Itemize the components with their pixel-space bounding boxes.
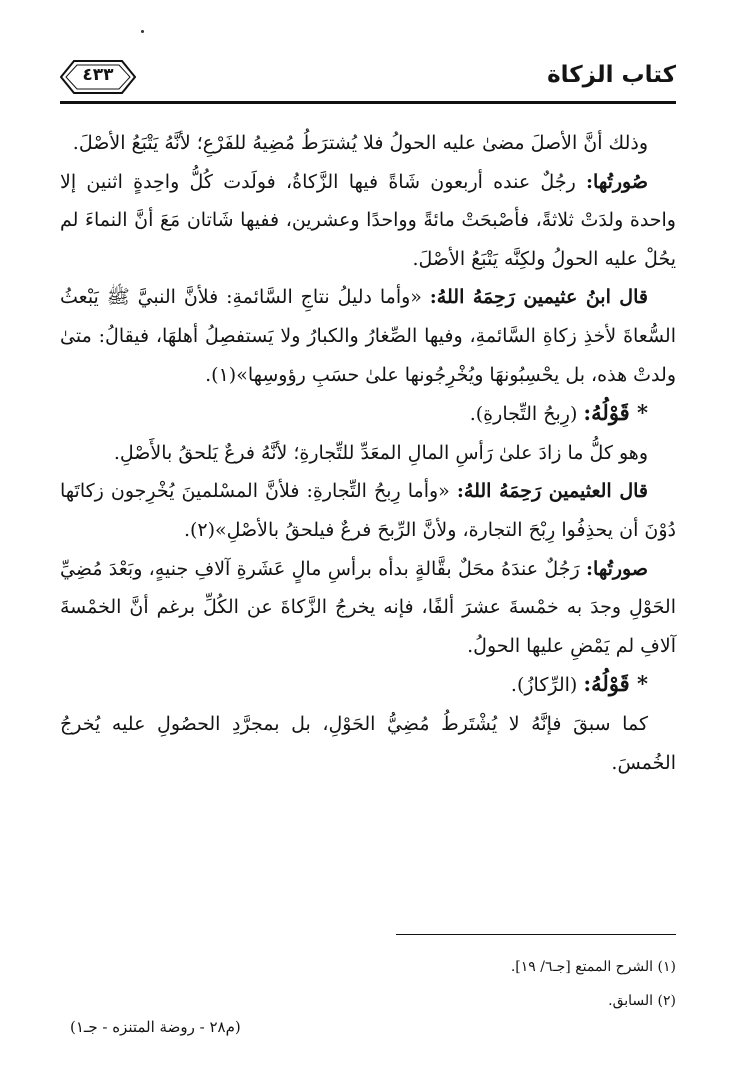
paragraph [60, 278, 676, 394]
page-number-badge [60, 60, 136, 94]
footnote-1: (١) الشرح الممتع [جـ٦/ ١٩]. [510, 959, 676, 975]
paragraph-text: (رِبحُ التِّجارةِ). [469, 403, 578, 426]
page-header [60, 58, 676, 98]
paragraph [60, 705, 676, 782]
paragraph-text: وذلك أنَّ الأصلَ مضىٰ عليه الحولُ فلا يُشترَطُ مُضِيهُ للفَرْعِ؛ لأنَّهُ يَتْبَعُ الأصْلَ. [72, 132, 648, 154]
paragraph-label: قال العثيمين رَحِمَهُ اللهُ: [456, 480, 649, 503]
page-number: ٤٣٣ [82, 65, 114, 85]
book-title: كتاب الزكاة [547, 62, 676, 88]
paragraph-text: «وأما دليلُ نتاجِ السَّائمةِ: فلأنَّ النبيَّ ﷺ يَبْعثُ السُّعاةَ لأخذِ زكاةِ السَّائمةِ، وفيها الصِّغارُ والكبارُ ولا يَستفصِلُ أهلهَا، فيقالُ: متىٰ ولدتْ هذه، بل يحْسِبُونهَا ويُخْرِجُونها علىٰ حسَبِ رؤوسِها»(١). [60, 286, 676, 386]
paragraph-text: وهو كلُّ ما زادَ علىٰ رَأسِ المالِ المعَدِّ للتِّجارةِ؛ لأنَّهُ فرعٌ يَلحقُ بالأَصْلِ. [113, 441, 648, 464]
paragraph-text: رجُلٌ عنده أربعون شَاةً فيها الزَّكاةُ، فولَدت كُلُّ واحِدةٍ اثنين إلا واحدة ولدَتْ ثلاثةً، فأصْبحَتْ مائةً وواحدًا وعشرين، ففيها شَاتان مَعَ أنَّ النماءَ لم يحُلْ عليه الحولُ ولكِنَّه يَتْبَعُ الأصْلَ. [60, 170, 676, 270]
paragraph-text: «وأما رِبحُ التِّجارةِ: فلأنَّ المسْلمينَ يُخْرِجون زكاتَها دُوْنَ أن يحذِفُوا رِبْحَ التجارة، ولأنَّ الرِّبحَ فرعٌ فيلحقُ بالأصْلِ»(٢). [60, 480, 676, 541]
footnote-2: (٢) السابق. [608, 993, 676, 1009]
printer-signature: (م٢٨ - روضة المتنزه - جـ١) [70, 1018, 241, 1036]
subheading [60, 394, 676, 434]
paragraph-label: * قَوْلُهُ: [583, 400, 648, 426]
paragraph-text: (الرِّكازُ). [510, 674, 578, 697]
paragraph [60, 163, 676, 279]
paragraph [60, 434, 676, 473]
subheading [60, 665, 676, 705]
speck [141, 30, 144, 33]
paragraph-label: صورتُها: [586, 557, 648, 580]
paragraph [60, 124, 676, 163]
paragraph [60, 472, 676, 549]
page-body [60, 124, 676, 782]
footnotes [60, 950, 676, 1018]
footnote-rule [396, 934, 676, 935]
paragraph-text: كما سبقَ فإنَّهُ لا يُشْتَرطُ مُضِيُّ الحَوْلِ، بل بمجرَّدِ الحصُولِ عليه يُخرجُ الخُمسَ. [60, 712, 676, 774]
paragraph-label: صُورتُها: [586, 170, 648, 193]
paragraph-label: * قَوْلُهُ: [583, 671, 648, 697]
paragraph-text: رَجُلٌ عندَهُ محَلٌ بقَّالةٍ بدأه برأسِ مالٍ عَشَرةِ آلافِ جنيهٍ، وبَعْدَ مُضِيِّ الحَوْلِ وجدَ به خمْسةَ عشرَ ألفًا، فإنه يخرجُ الزَّكاةَ عن الكُلِّ برغم أنَّ الخمْسةَ آلافِ لم يَمْضِ عليها الحولُ. [60, 557, 676, 657]
paragraph-label: قال ابنُ عثيمين رَحِمَهُ اللهُ: [429, 286, 648, 309]
paragraph [60, 550, 676, 666]
header-rule [60, 101, 676, 104]
